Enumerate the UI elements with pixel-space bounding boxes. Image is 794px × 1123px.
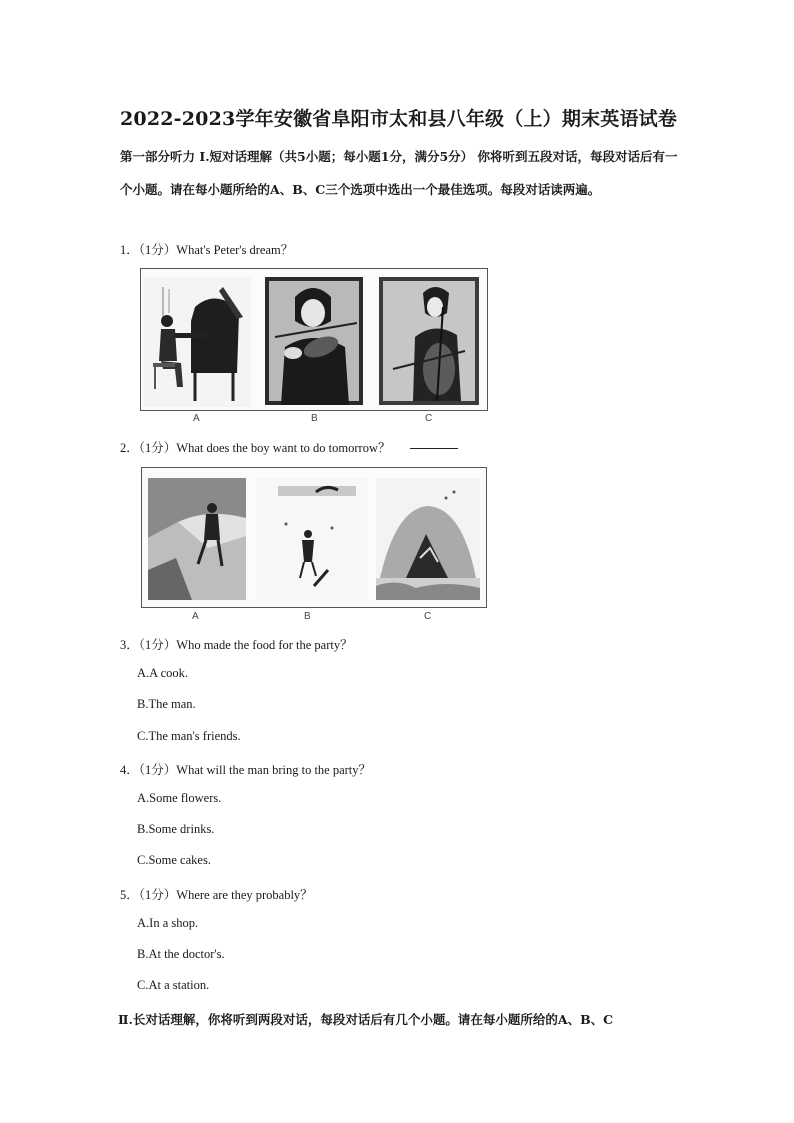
cello-player-picture bbox=[379, 277, 479, 405]
picture-label-b: B bbox=[304, 611, 311, 622]
option-a: A.In a shop. bbox=[137, 916, 199, 930]
option-c: C.The man's friends. bbox=[137, 729, 241, 743]
skiing-picture bbox=[256, 478, 368, 600]
question-score: （1分） bbox=[138, 638, 177, 652]
picture-label-a: A bbox=[192, 611, 199, 622]
violin-player-picture bbox=[265, 277, 363, 405]
option-a: A.Some flowers. bbox=[137, 791, 222, 805]
section-1-instructions: 第一部分听力 I.短对话理解（共5小题；每小题1分，满分5分） 你将听到五段对话，每段对话后有一个小题。请在每小题所给的A、B、C三个选项中选出一个最佳选项。每段对话读两遍。 bbox=[120, 149, 678, 197]
option-c: C.At a station. bbox=[137, 978, 210, 992]
question-number: 2． bbox=[120, 441, 139, 455]
question-score: （1分） bbox=[138, 441, 177, 455]
mountain-climbing-picture bbox=[148, 478, 246, 600]
answer-blank bbox=[410, 448, 458, 449]
camping-tent-picture bbox=[376, 478, 480, 600]
question-score: （1分） bbox=[138, 243, 177, 257]
piano-player-picture bbox=[143, 277, 251, 407]
option-b: B.The man. bbox=[137, 697, 196, 711]
option-c: C.Some cakes. bbox=[137, 853, 211, 867]
picture-label-a: A bbox=[193, 413, 200, 424]
question-text: Who made the food for the party？ bbox=[176, 638, 353, 652]
question-number: 4． bbox=[120, 763, 139, 777]
question-number: 5． bbox=[120, 888, 139, 902]
section-2-heading: Ⅱ.长对话理解，你将听到两段对话，每段对话后有几个小题。请在每小题所给的A、B、C bbox=[118, 1012, 614, 1027]
question-number: 3． bbox=[120, 638, 139, 652]
question-number: 1． bbox=[120, 243, 139, 257]
question-1-picture-row bbox=[140, 268, 488, 424]
question-2 bbox=[120, 438, 458, 456]
question-3 bbox=[120, 635, 353, 653]
option-a: A.A cook. bbox=[137, 666, 189, 680]
page-title: 2022-2023学年安徽省阜阳市太和县八年级（上）期末英语试卷 bbox=[120, 108, 678, 130]
question-2-picture-row bbox=[141, 467, 487, 622]
question-text: What's Peter's dream？ bbox=[176, 243, 294, 257]
question-text: What does the boy want to do tomorrow？ bbox=[176, 441, 391, 455]
question-4 bbox=[120, 760, 371, 778]
question-score: （1分） bbox=[138, 763, 177, 777]
question-5 bbox=[120, 885, 313, 903]
option-b: B.At the doctor's. bbox=[137, 947, 225, 961]
question-text: Where are they probably？ bbox=[176, 888, 313, 902]
picture-label-c: C bbox=[425, 413, 433, 424]
question-score: （1分） bbox=[138, 888, 177, 902]
picture-label-c: C bbox=[424, 611, 432, 622]
picture-label-b: B bbox=[311, 413, 318, 424]
question-1 bbox=[120, 240, 293, 258]
option-b: B.Some drinks. bbox=[137, 822, 215, 836]
question-text: What will the man bring to the party？ bbox=[176, 763, 372, 777]
